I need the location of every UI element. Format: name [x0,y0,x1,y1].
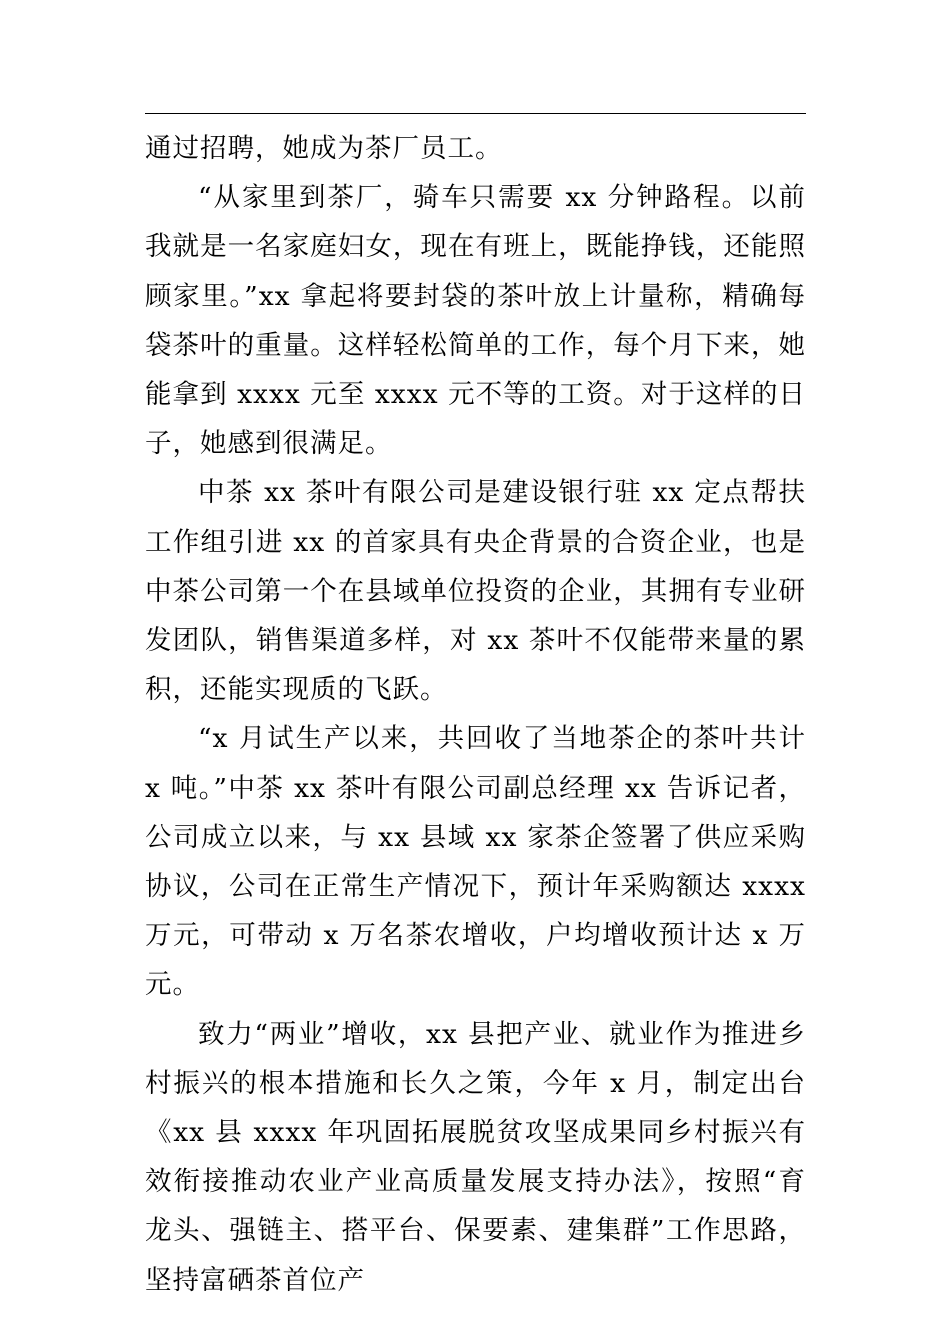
paragraph-2: “从家里到茶厂，骑车只需要 xx 分钟路程。以前我就是一名家庭妇女，现在有班上，既能挣钱，还能照顾家里。”xx 拿起将要封袋的茶叶放上计量称，精确每袋茶叶的重量。这样轻松简单的工作，每个月下来，她能拿到 xxxx 元至 xxxx 元不等的工资。对于这样的日子，她感到很满足。 [145,182,806,460]
paragraph-4: “x 月试生产以来，共回收了当地茶企的茶叶共计 x 吨。”中茶 xx 茶叶有限公司副总经理 xx 告诉记者，公司成立以来，与 xx 县域 xx 家茶企签署了供应采购协议，公司在正常生产情况下，预计年采购额达 xxxx 万元，可带动 x 万名茶农增收，户均增收预计达 x 万元。 [145,723,806,1001]
paragraph-1: 通过招聘，她成为茶厂员工。 [145,133,503,164]
paragraph-5: 致力“两业”增收，xx 县把产业、就业作为推进乡村振兴的根本措施和长久之策，今年 x 月，制定出台《xx 县 xxxx 年巩固拓展脱贫攻坚成果同乡村振兴有效衔接推动农业产业高质量发展支持办法》，按照“育龙头、强链主、搭平台、保要素、建集群”工作思路，坚持富硒茶首位产 [145,1018,806,1296]
document-body [145,124,806,1305]
header-rule [145,113,806,114]
paragraph-3: 中茶 xx 茶叶有限公司是建设银行驻 xx 定点帮扶工作组引进 xx 的首家具有央企背景的合资企业，也是中茶公司第一个在县域单位投资的企业，其拥有专业研发团队，销售渠道多样，对 xx 茶叶不仅能带来量的累积，还能实现质的飞跃。 [145,477,806,706]
